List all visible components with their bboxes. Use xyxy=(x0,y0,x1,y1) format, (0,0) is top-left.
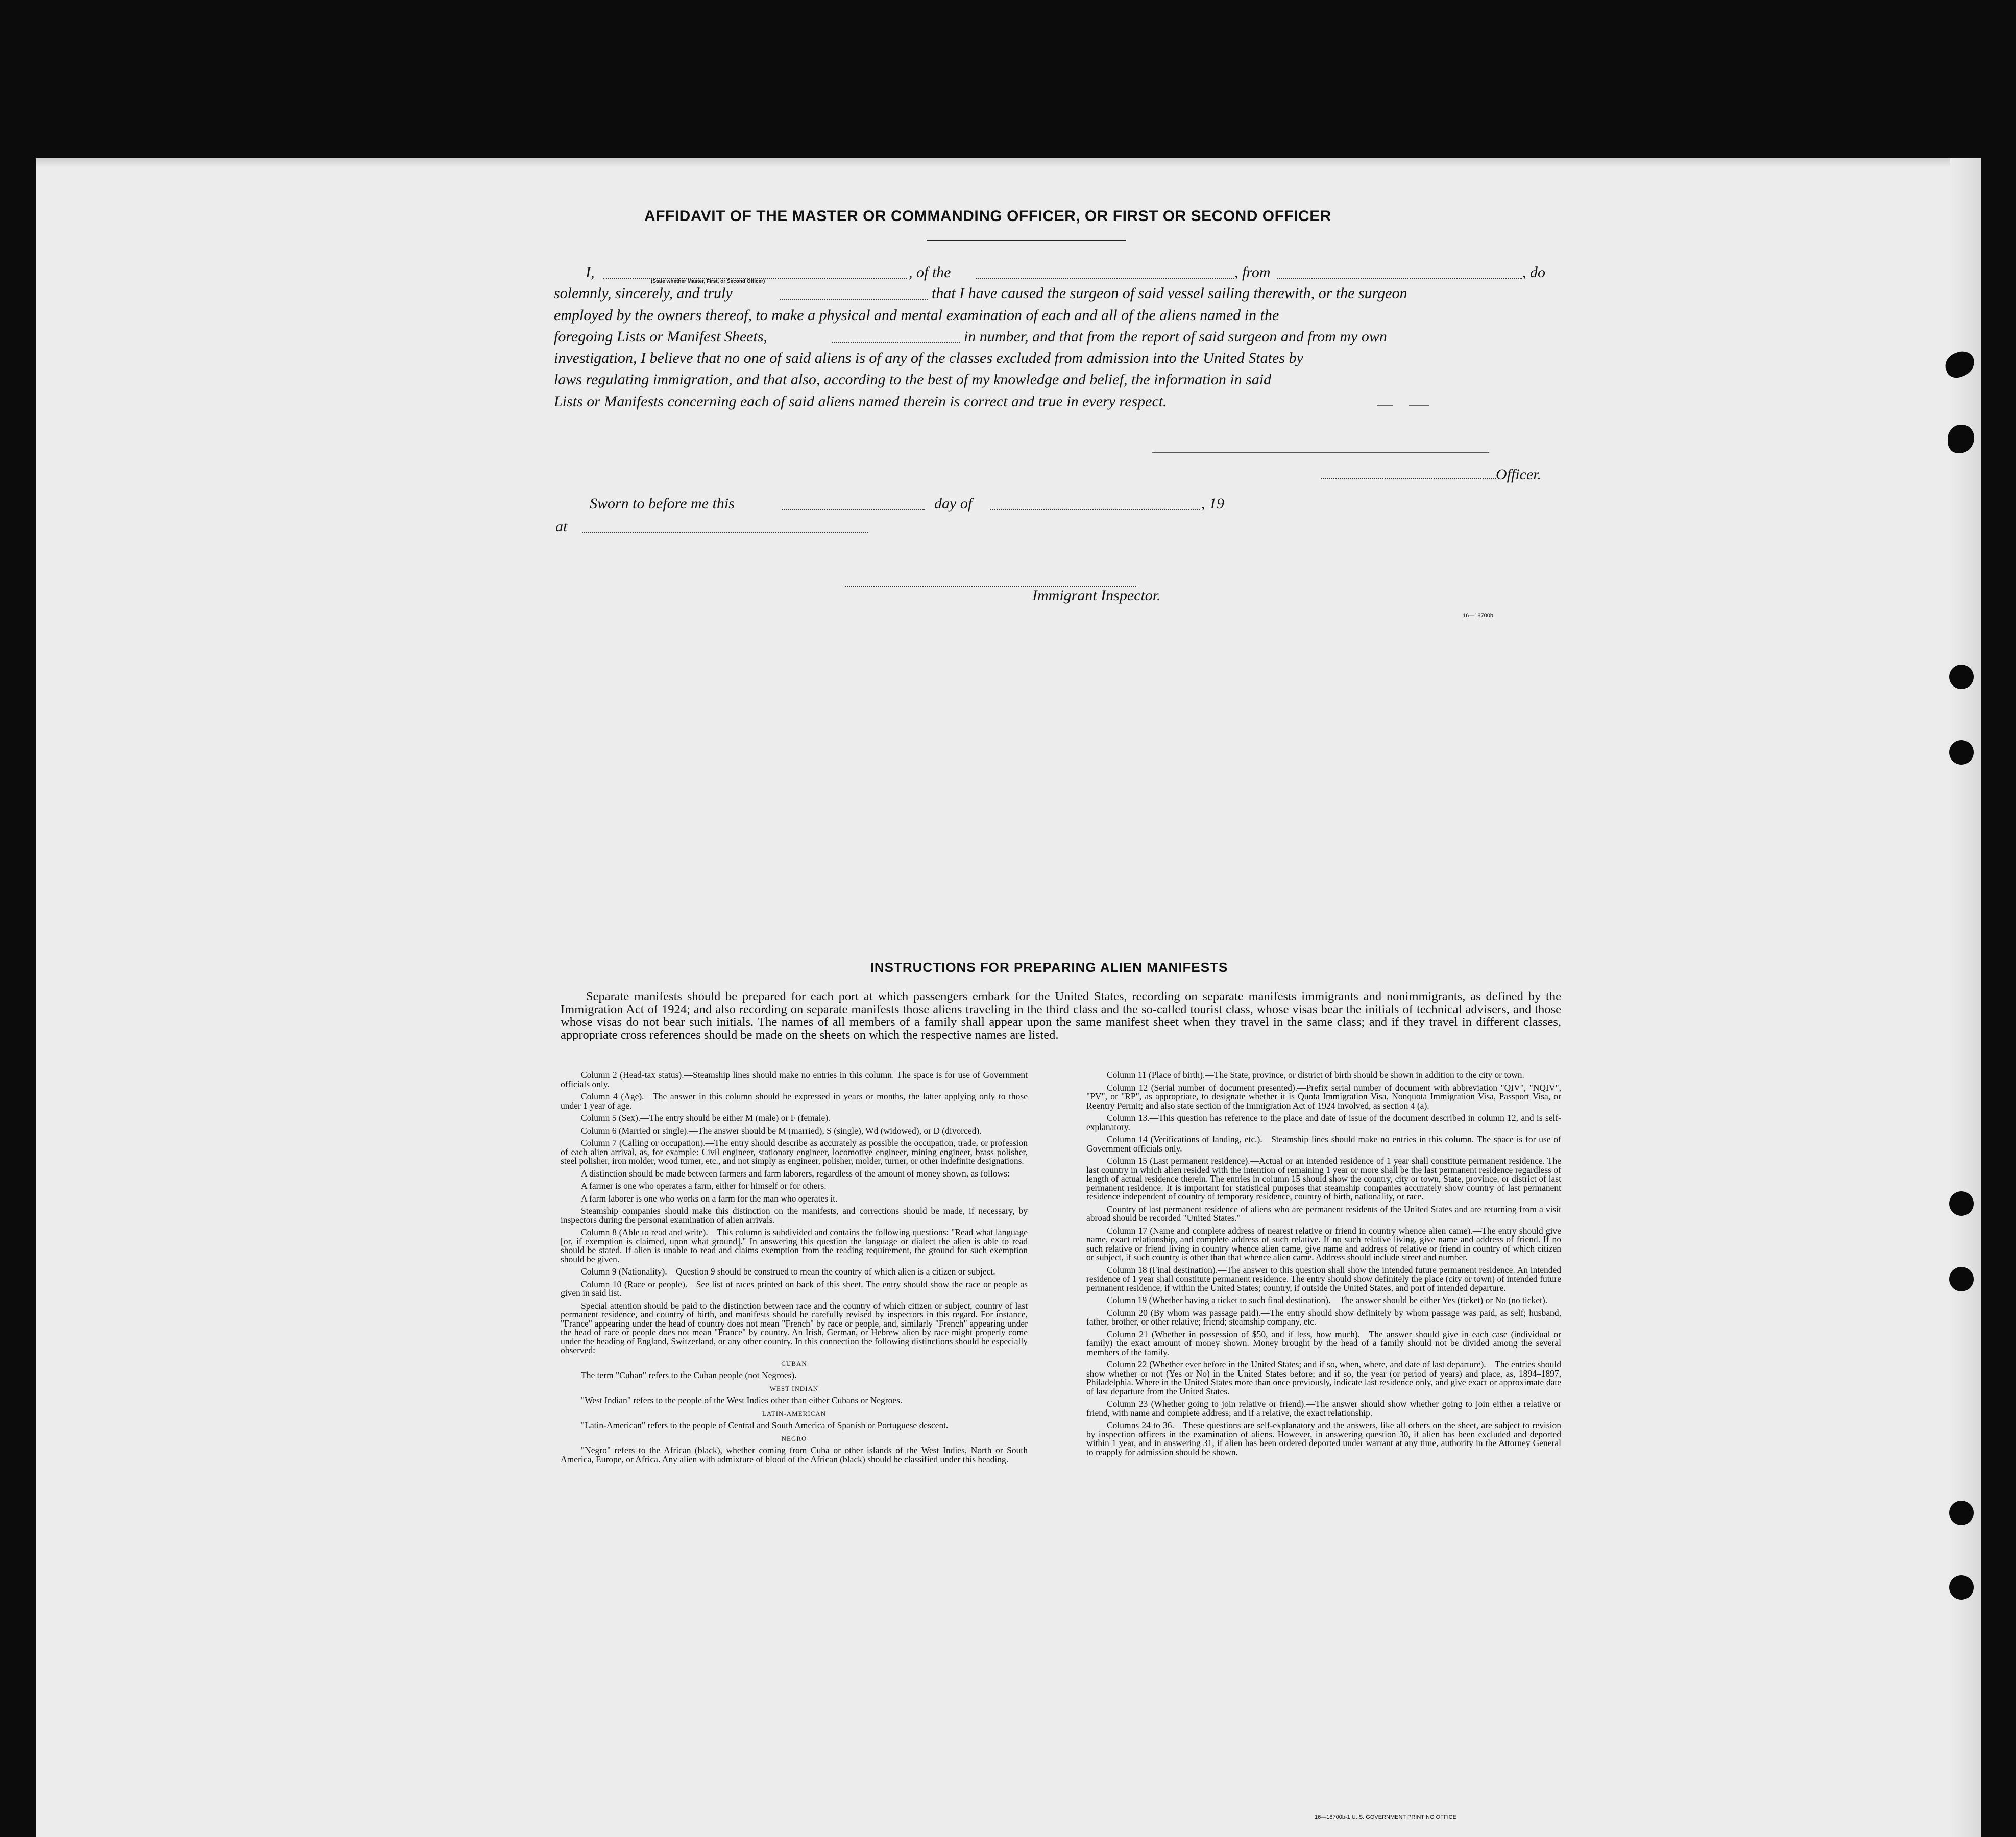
pen-mark xyxy=(1409,405,1429,406)
left-paragraph: Special attention should be paid to the distinction between race and the country of which citizen or subject, country of last permanent residence, and country of birth, and manifests should be carefully revised by inspectors in this regard. For instance, "France" appearing under the head of country does not mean "French" by race or people, and, similarly "French" appearing under the head of race or people does not mean "France" by country. An Irish, German, or Hebrew alien by race might properly come under the heading of England, Switzerland, or any other country. In this connection the following distinctions should be especially observed: xyxy=(561,1300,1028,1355)
affidavit-line-2a: solemnly, sincerely, and truly xyxy=(554,285,733,302)
printing-office-code: 16—18700b-1 U. S. GOVERNMENT PRINTING OFFICE xyxy=(1315,1814,1456,1820)
punch-hole xyxy=(1949,665,1974,689)
affidavit-line-2b: that I have caused the surgeon of said vessel sailing therewith, or the surgeon xyxy=(932,285,1407,302)
right-paragraph: Column 21 (Whether in possession of $50, and if less, how much).—The answer should give in each case (individual or family) the exact amount of money shown. Money brought by the head of a family should not be divided among the several members of the family. xyxy=(1086,1329,1561,1357)
affidavit-line-6: laws regulating immigration, and that also, according to the best of my knowledge and belief, the information in said xyxy=(554,371,1272,388)
officer-label: Officer. xyxy=(1496,466,1542,483)
sworn-place-blank[interactable] xyxy=(582,532,868,533)
state-officer-note: (State whether Master, First, or Second Officer) xyxy=(651,279,765,284)
instructions-intro: Separate manifests should be prepared for each port at which passengers embark for the United States, recording on separate manifests immigrants and nonimmigrants, as defined by the Immigration Act of 1924; and also recording on separate manifests those aliens traveling in the third class and the so-called tourist class, whose visas bear the initials of technical advisers, and those whose visas do not bear such initials. The names of all members of a family shall appear upon the same manifest sheet when they travel in the same class; and if they travel in different classes, appropriate cross references should be made on the sheets on which the respective names are listed. xyxy=(561,990,1561,1042)
right-paragraph: Column 20 (By whom was passage paid).—The entry should show definitely by whom passage was paid, as self; husband, father, brother, or other relative; friend; steamship company, etc. xyxy=(1086,1307,1561,1327)
sworn-month-blank[interactable] xyxy=(990,509,1200,510)
affidavit-title: AFFIDAVIT OF THE MASTER OR COMMANDING OFFICER, OR FIRST OR SECOND OFFICER xyxy=(644,208,1331,225)
left-paragraph: Column 10 (Race or people).—See list of races printed on back of this sheet. The entry should show the race or people as given in said list. xyxy=(561,1279,1028,1298)
right-paragraph: Column 22 (Whether ever before in the United States; and if so, when, where, and date of last departure).—The entries should show whether or not (Yes or No) in the United States before; and if so, the year (or period of years) and place, as, 1894–1897, Philadelphia. Where in the United States more than once previously, indicate last residence only, and give exact or approximate date of last departure from the United States. xyxy=(1086,1359,1561,1397)
right-paragraph: Column 17 (Name and complete address of nearest relative or friend in country whence alien came).—The entry should give name, exact relationship, and complete address of such relative. If no such relative living, give name and address of friend. If no such relative or friend living in country whence alien came, give name and address of relative or friend in country of which citizen or subject, if such country is other than that whence alien came. Address should include street and number. xyxy=(1086,1225,1561,1262)
right-paragraph: Column 14 (Verifications of landing, etc.).—Steamship lines should make no entries in this column. The space is for use of Government officials only. xyxy=(1086,1134,1561,1154)
sheets-count-blank[interactable] xyxy=(832,342,960,343)
inspector-label: Immigrant Inspector. xyxy=(1032,587,1161,604)
heading-latin-american: LATIN-AMERICAN xyxy=(762,1409,827,1417)
punch-hole xyxy=(1949,1501,1974,1525)
left-paragraph: Column 8 (Able to read and write).—This column is subdivided and contains the following questions: "Read what language [or, if exemption is claimed, upon what ground]." In answering this question the language or dialect the alien is able to read should be stated. If alien is unable to read and claims exemption from the reading requirement, the ground for such exemption should be given. xyxy=(561,1227,1028,1264)
officer-signature-line[interactable] xyxy=(1152,452,1489,453)
heading-west-indian: WEST INDIAN xyxy=(769,1384,819,1392)
pen-mark xyxy=(1377,405,1393,406)
affidavit-i: I, xyxy=(586,264,595,281)
punch-hole xyxy=(1949,1191,1974,1216)
right-paragraph: Column 18 (Final destination).—The answer to this question shall show the intended future permanent residence. An intended residence of 1 year shall constitute permanent residence. The entry should show definitely the place (city or town) of intended future permanent residence, if within the United States; country, if outside the United States, and port of intended departure. xyxy=(1086,1264,1561,1293)
affidavit-line-4a: foregoing Lists or Manifest Sheets, xyxy=(554,328,768,345)
paper-top-edge xyxy=(36,158,1981,167)
left-paragraph: Column 7 (Calling or occupation).—The entry should describe as accurately as possible the occupation, trade, or profession of each alien arrival, as, for example: Civil engineer, stationary engineer, locomotive engineer, mining engineer, brass polisher, steel polisher, iron molder, wood turner, etc., and not simply as engineer, polisher, molder, turner, or other indefinite designations. xyxy=(561,1138,1028,1166)
punch-hole xyxy=(1949,740,1974,765)
left-paragraph: A farm laborer is one who works on a farm for the man who operates it. xyxy=(581,1193,838,1204)
right-paragraph: Column 15 (Last permanent residence).—Actual or an intended residence of 1 year shall constitute permanent residence. The last country in which alien resided with the intention of remaining 1 year or more shall be the last permanent residence regardless of length of actual residence therein. The entries in column 15 should show the country, city or town, State, province, or district of last permanent residence. It is important for statistical purposes that steamship companies accurately show country of last permanent residence independent of country of temporary residence, country of birth, nationality, or race. xyxy=(1086,1156,1561,1202)
right-paragraph: Column 11 (Place of birth).—The State, province, or district of birth should be shown in addition to the city or town. xyxy=(1107,1070,1524,1080)
vessel-name-blank[interactable] xyxy=(976,278,1234,279)
text-west-indian: "West Indian" refers to the people of the West Indies other than either Cubans or Negroes. xyxy=(581,1395,903,1405)
left-paragraph: A distinction should be made between farmers and farm laborers, regardless of the amount of money shown, as follows: xyxy=(581,1168,1010,1179)
left-paragraph: Column 2 (Head-tax status).—Steamship lines should make no entries in this column. The space is for use of Government officials only. xyxy=(561,1070,1028,1089)
from-label: , from xyxy=(1234,264,1271,281)
of-the-label: , of the xyxy=(909,264,951,281)
heading-cuban: CUBAN xyxy=(781,1359,807,1367)
left-paragraph: Column 4 (Age).—The answer in this column should be expressed in years or months, the latter applying only to those under 1 year of age. xyxy=(561,1091,1028,1111)
affidavit-line-5: investigation, I believe that no one of said aliens is of any of the classes excluded from admission into the United States by xyxy=(554,350,1303,366)
text-latin-american: "Latin-American" refers to the people of Central and South America of Spanish or Portuguese descent. xyxy=(581,1420,949,1430)
left-paragraph: Column 6 (Married or single).—The answer should be M (married), S (single), Wd (widowed), or D (divorced). xyxy=(581,1125,982,1136)
sworn-blank[interactable] xyxy=(780,299,928,300)
right-paragraph: Columns 24 to 36.—These questions are self-explanatory and the answers, like all others on the sheet, are subject to revision by inspection officers in the examination of aliens. However, in answering question 30, if alien has been excluded and deported within 1 year, and in answering 31, if alien has been ordered deported under warrant at any time, authority in the Attorney General to reapply for admission should be shown. xyxy=(1086,1420,1561,1457)
sworn-day-blank[interactable] xyxy=(782,509,925,510)
right-paragraph: Column 12 (Serial number of document presented).—Prefix serial number of document with abbreviation "QIV", "NQIV", "PV", or "RP", as appropriate, to designate whether it is Quota Immigration Visa, Nonquota Immigration Visa, Passport Visa, or Reentry Permit; and also state section of the Immigration Act of 1924 involved, as section 4 (a). xyxy=(1086,1082,1561,1111)
punch-hole xyxy=(1949,1575,1974,1600)
affidavit-form-code: 16—18700b xyxy=(1463,613,1493,619)
sworn-label: Sworn to before me this xyxy=(590,495,735,512)
year-label: , 19 xyxy=(1201,495,1224,512)
left-paragraph: Steamship companies should make this distinction on the manifests, and corrections should be made, if necessary, by inspectors during the personal examination of alien arrivals. xyxy=(561,1206,1028,1225)
instructions-right-column xyxy=(1086,1071,1561,1460)
text-cuban: The term "Cuban" refers to the Cuban people (not Negroes). xyxy=(581,1370,797,1380)
officer-name-blank[interactable] xyxy=(1321,478,1496,479)
right-paragraph: Column 19 (Whether having a ticket to such final destination).—The answer should be either Yes (ticket) or No (no ticket). xyxy=(1107,1295,1548,1305)
day-of-label: day of xyxy=(934,495,973,512)
right-paragraph: Country of last permanent residence of aliens who are permanent residents of the United States and are returning from a visit abroad should be recorded "United States." xyxy=(1086,1204,1561,1223)
text-negro: "Negro" refers to the African (black), whether coming from Cuba or other islands of the West Indies, North or South America, Europe, or Africa. Any alien with admixture of blood of the African (black) should be classified under this heading. xyxy=(561,1445,1028,1464)
left-paragraph: Column 5 (Sex).—The entry should be either M (male) or F (female). xyxy=(581,1113,831,1123)
title-rule xyxy=(927,240,1126,241)
port-from-blank[interactable] xyxy=(1277,278,1522,279)
punch-hole xyxy=(1949,1267,1974,1291)
left-paragraph: A farmer is one who operates a farm, either for himself or for others. xyxy=(581,1181,827,1191)
at-label: at xyxy=(555,518,568,535)
left-paragraph: Column 9 (Nationality).—Question 9 should be construed to mean the country of which alien is a citizen or subject. xyxy=(581,1266,995,1277)
right-paragraph: Column 13.—This question has reference to the place and date of issue of the document described in column 12, and is self-explanatory. xyxy=(1086,1113,1561,1132)
do-label: , do xyxy=(1522,264,1545,281)
manifest-back-sheet xyxy=(36,158,1981,1837)
heading-negro: NEGRO xyxy=(781,1434,807,1442)
instructions-left-column xyxy=(561,1071,1028,1467)
affidavit-line-3: employed by the owners thereof, to make a physical and mental examination of each and all of the aliens named in the xyxy=(554,307,1279,324)
affidavit-line-4b: in number, and that from the report of said surgeon and from my own xyxy=(964,328,1387,345)
affidavit-line-7: Lists or Manifests concerning each of said aliens named therein is correct and true in every respect. xyxy=(554,393,1167,410)
instructions-title: INSTRUCTIONS FOR PREPARING ALIEN MANIFESTS xyxy=(870,960,1228,975)
right-paragraph: Column 23 (Whether going to join relative or friend).—The answer should show whether going to join either a relative or friend, with name and complete address; and if a relative, the exact relationship. xyxy=(1086,1399,1561,1418)
